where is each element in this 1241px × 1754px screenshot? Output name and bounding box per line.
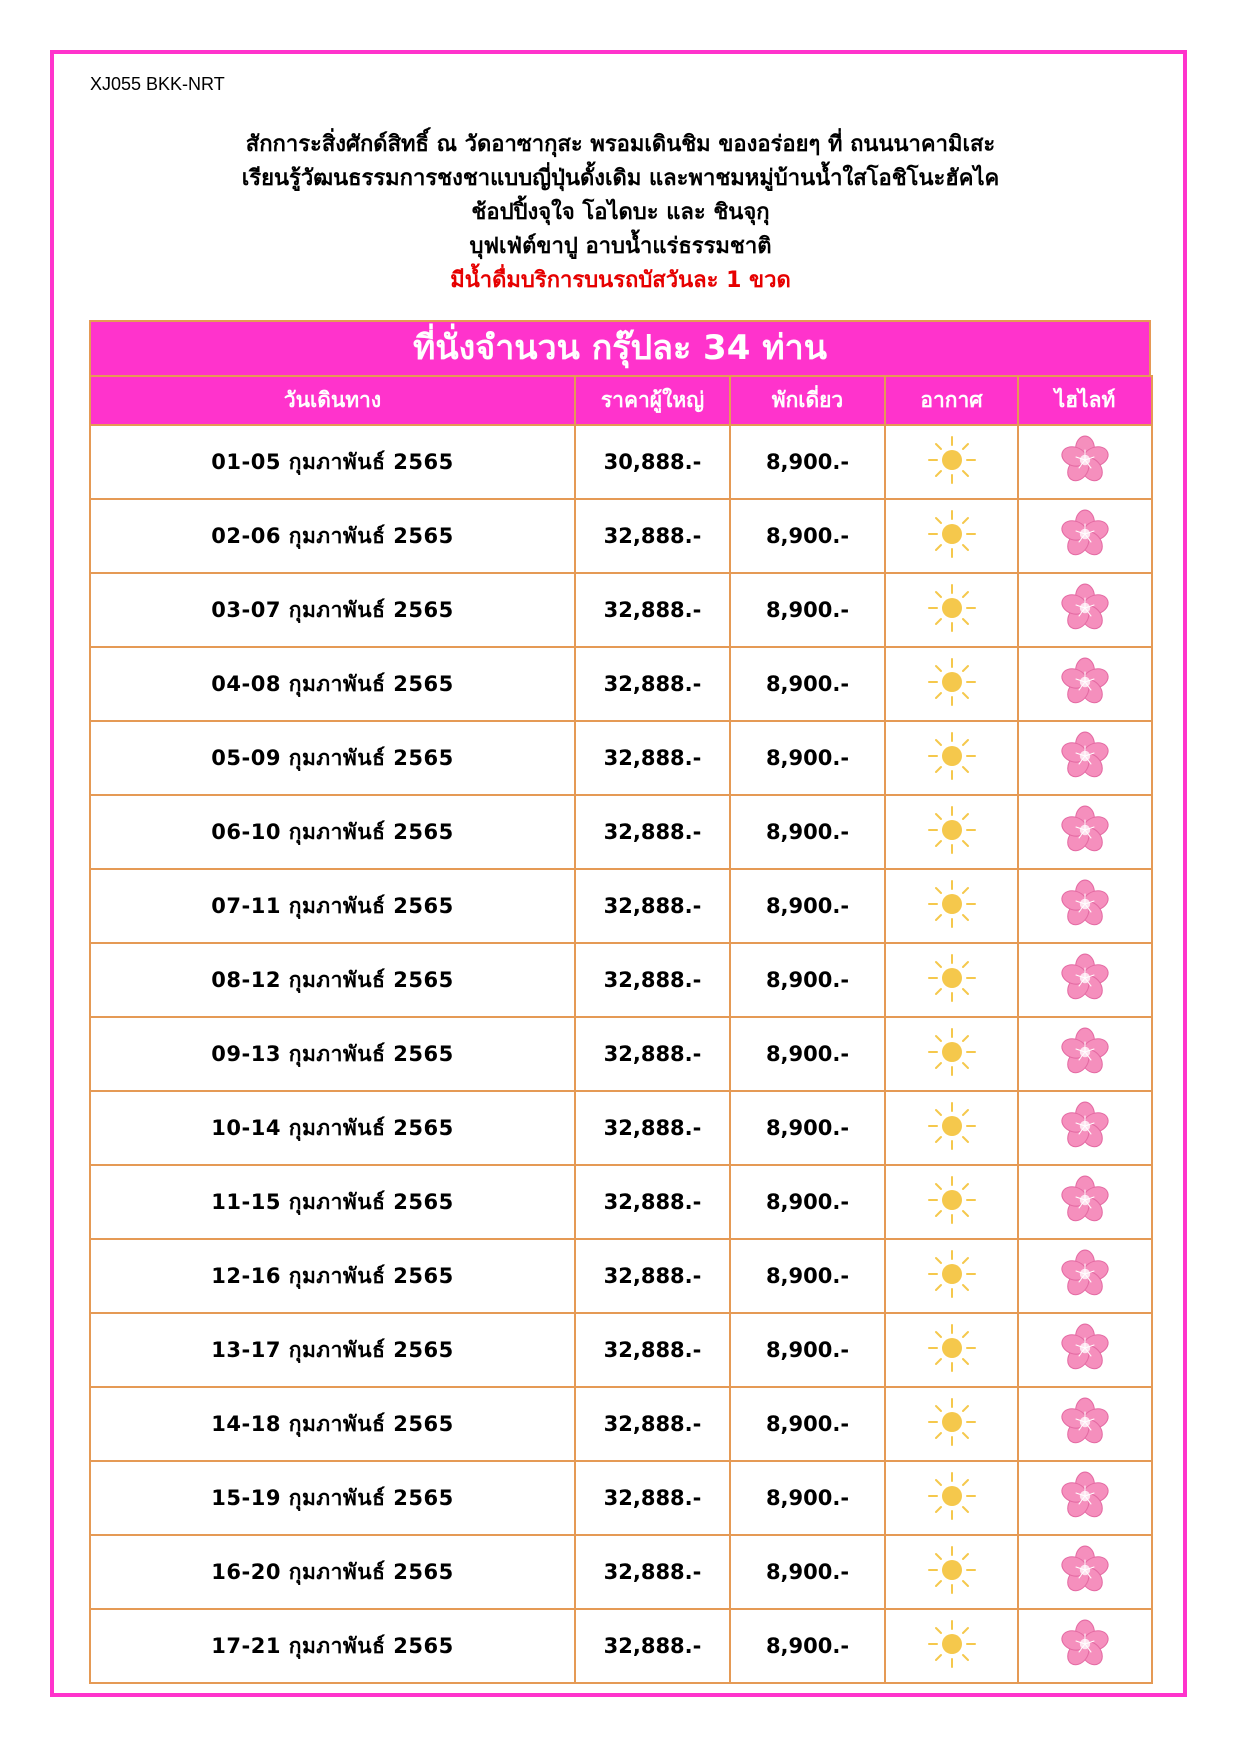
highlight-cell [1018,1313,1152,1387]
sakura-flower-icon [1059,1544,1111,1601]
highlight-cell [1018,1609,1152,1683]
weather-cell [885,943,1018,1017]
table-row [90,721,1152,795]
adult-price: 32,888.- [575,1017,730,1091]
table-row [90,1313,1152,1387]
single-supplement: 8,900.- [730,1239,885,1313]
weather-cell [885,721,1018,795]
departure-date: 13-17 กุมภาพันธ์ 2565 [90,1313,575,1387]
sakura-flower-icon [1059,804,1111,861]
adult-price: 32,888.- [575,1091,730,1165]
highlight-cell [1018,1091,1152,1165]
sakura-flower-icon [1059,1470,1111,1527]
table-row [90,499,1152,573]
highlight-cell [1018,1165,1152,1239]
weather-cell [885,1017,1018,1091]
sakura-flower-icon [1059,1100,1111,1157]
adult-price: 32,888.- [575,573,730,647]
sakura-flower-icon [1059,878,1111,935]
departure-date: 12-16 กุมภาพันธ์ 2565 [90,1239,575,1313]
weather-cell [885,1165,1018,1239]
table-row [90,425,1152,499]
table-row [90,1535,1152,1609]
single-supplement: 8,900.- [730,943,885,1017]
adult-price: 32,888.- [575,499,730,573]
highlight-cell [1018,795,1152,869]
intro-line: สักการะสิ่งศักด์สิทธิ์ ณ วัดอาซากุสะ พรอมเดินชิม ของอร่อยๆ ที่ ถนนนาคามิเสะ [245,132,996,157]
weather-cell [885,647,1018,721]
single-supplement: 8,900.- [730,1165,885,1239]
single-supplement: 8,900.- [730,647,885,721]
single-supplement: 8,900.- [730,1091,885,1165]
weather-cell [885,1313,1018,1387]
sakura-flower-icon [1059,1322,1111,1379]
adult-price: 32,888.- [575,1609,730,1683]
sun-icon [927,1101,977,1156]
single-supplement: 8,900.- [730,425,885,499]
departure-date: 04-08 กุมภาพันธ์ 2565 [90,647,575,721]
single-supplement: 8,900.- [730,1461,885,1535]
weather-cell [885,1387,1018,1461]
table-row [90,573,1152,647]
adult-price: 32,888.- [575,1165,730,1239]
adult-price: 32,888.- [575,869,730,943]
sun-icon [927,953,977,1008]
sun-icon [927,879,977,934]
table-row [90,795,1152,869]
highlight-cell [1018,1239,1152,1313]
departure-date: 02-06 กุมภาพันธ์ 2565 [90,499,575,573]
table-row [90,869,1152,943]
sun-icon [927,1027,977,1082]
sakura-flower-icon [1059,1026,1111,1083]
table-row [90,1165,1152,1239]
table-title: ที่นั่งจำนวน กรุ๊ปละ 34 ท่าน [89,320,1151,375]
sun-icon [927,1175,977,1230]
departure-date: 14-18 กุมภาพันธ์ 2565 [90,1387,575,1461]
water-note: มีน้ำดื่มบริการบนรถบัสวันละ 1 ขวด [450,268,791,293]
adult-price: 32,888.- [575,721,730,795]
sakura-flower-icon [1059,1248,1111,1305]
single-supplement: 8,900.- [730,1313,885,1387]
header-row [90,376,1152,425]
adult-price: 32,888.- [575,1461,730,1535]
departure-date: 09-13 กุมภาพันธ์ 2565 [90,1017,575,1091]
sun-icon [927,1545,977,1600]
adult-price: 32,888.- [575,647,730,721]
single-supplement: 8,900.- [730,1535,885,1609]
single-supplement: 8,900.- [730,721,885,795]
single-supplement: 8,900.- [730,869,885,943]
sakura-flower-icon [1059,730,1111,787]
departure-date: 07-11 กุมภาพันธ์ 2565 [90,869,575,943]
sakura-flower-icon [1059,582,1111,639]
table-row [90,943,1152,1017]
departure-date: 05-09 กุมภาพันธ์ 2565 [90,721,575,795]
highlight-cell [1018,943,1152,1017]
weather-cell [885,1461,1018,1535]
adult-price: 30,888.- [575,425,730,499]
sun-icon [927,657,977,712]
intro-line: บุฟเฟ่ต์ขาปู อาบน้ำแร่ธรรมชาติ [469,234,772,259]
table-body [90,425,1152,1683]
weather-cell [885,573,1018,647]
single-supplement: 8,900.- [730,1609,885,1683]
adult-price: 32,888.- [575,795,730,869]
highlight-cell [1018,869,1152,943]
highlight-cell [1018,721,1152,795]
weather-cell [885,1239,1018,1313]
sun-icon [927,1471,977,1526]
weather-cell [885,869,1018,943]
adult-price: 32,888.- [575,1313,730,1387]
sakura-flower-icon [1059,508,1111,565]
tour-code: XJ055 BKK-NRT [90,74,225,94]
adult-price: 32,888.- [575,1387,730,1461]
adult-price: 32,888.- [575,1239,730,1313]
sun-icon [927,1397,977,1452]
sun-icon [927,1323,977,1378]
table-row [90,1387,1152,1461]
departure-date: 03-07 กุมภาพันธ์ 2565 [90,573,575,647]
adult-price: 32,888.- [575,943,730,1017]
sun-icon [927,805,977,860]
highlight-cell [1018,1461,1152,1535]
sun-icon [927,435,977,490]
departure-table [89,320,1151,1684]
intro-line: ช้อปปิ้งจุใจ โอไดบะ และ ชินจุกุ [471,200,770,225]
single-supplement: 8,900.- [730,1017,885,1091]
weather-cell [885,795,1018,869]
sakura-flower-icon [1059,434,1111,491]
highlight-cell [1018,425,1152,499]
departure-date: 16-20 กุมภาพันธ์ 2565 [90,1535,575,1609]
header-weather: อากาศ [885,376,1018,425]
sakura-flower-icon [1059,1396,1111,1453]
weather-cell [885,425,1018,499]
highlight-cell [1018,647,1152,721]
sakura-flower-icon [1059,952,1111,1009]
highlight-cell [1018,1535,1152,1609]
weather-cell [885,499,1018,573]
header-adult-price: ราคาผู้ใหญ่ [575,376,730,425]
adult-price: 32,888.- [575,1535,730,1609]
sakura-flower-icon [1059,1174,1111,1231]
highlight-cell [1018,1387,1152,1461]
table-row [90,647,1152,721]
sakura-flower-icon [1059,1618,1111,1675]
sakura-flower-icon [1059,656,1111,713]
table-row [90,1091,1152,1165]
header-highlight: ไฮไลท์ [1018,376,1152,425]
intro-text [60,128,1181,298]
single-supplement: 8,900.- [730,795,885,869]
highlight-cell [1018,573,1152,647]
single-supplement: 8,900.- [730,499,885,573]
departure-date: 08-12 กุมภาพันธ์ 2565 [90,943,575,1017]
header-single: พักเดี่ยว [730,376,885,425]
table-row [90,1461,1152,1535]
highlight-cell [1018,1017,1152,1091]
table-row [90,1239,1152,1313]
table-row [90,1017,1152,1091]
departure-date: 10-14 กุมภาพันธ์ 2565 [90,1091,575,1165]
header-date: วันเดินทาง [90,376,575,425]
price-table [89,375,1153,1684]
weather-cell [885,1535,1018,1609]
weather-cell [885,1091,1018,1165]
sun-icon [927,1619,977,1674]
table-row [90,1609,1152,1683]
single-supplement: 8,900.- [730,573,885,647]
departure-date: 17-21 กุมภาพันธ์ 2565 [90,1609,575,1683]
sun-icon [927,1249,977,1304]
sun-icon [927,509,977,564]
single-supplement: 8,900.- [730,1387,885,1461]
highlight-cell [1018,499,1152,573]
intro-line: เรียนรู้วัฒนธรรมการชงชาแบบญี่ปุ่นดั้งเดิม และพาชมหมู่บ้านน้ำใสโอชิโนะฮัคไค [241,166,1000,191]
sun-icon [927,583,977,638]
weather-cell [885,1609,1018,1683]
departure-date: 01-05 กุมภาพันธ์ 2565 [90,425,575,499]
departure-date: 15-19 กุมภาพันธ์ 2565 [90,1461,575,1535]
departure-date: 06-10 กุมภาพันธ์ 2565 [90,795,575,869]
departure-date: 11-15 กุมภาพันธ์ 2565 [90,1165,575,1239]
sun-icon [927,731,977,786]
